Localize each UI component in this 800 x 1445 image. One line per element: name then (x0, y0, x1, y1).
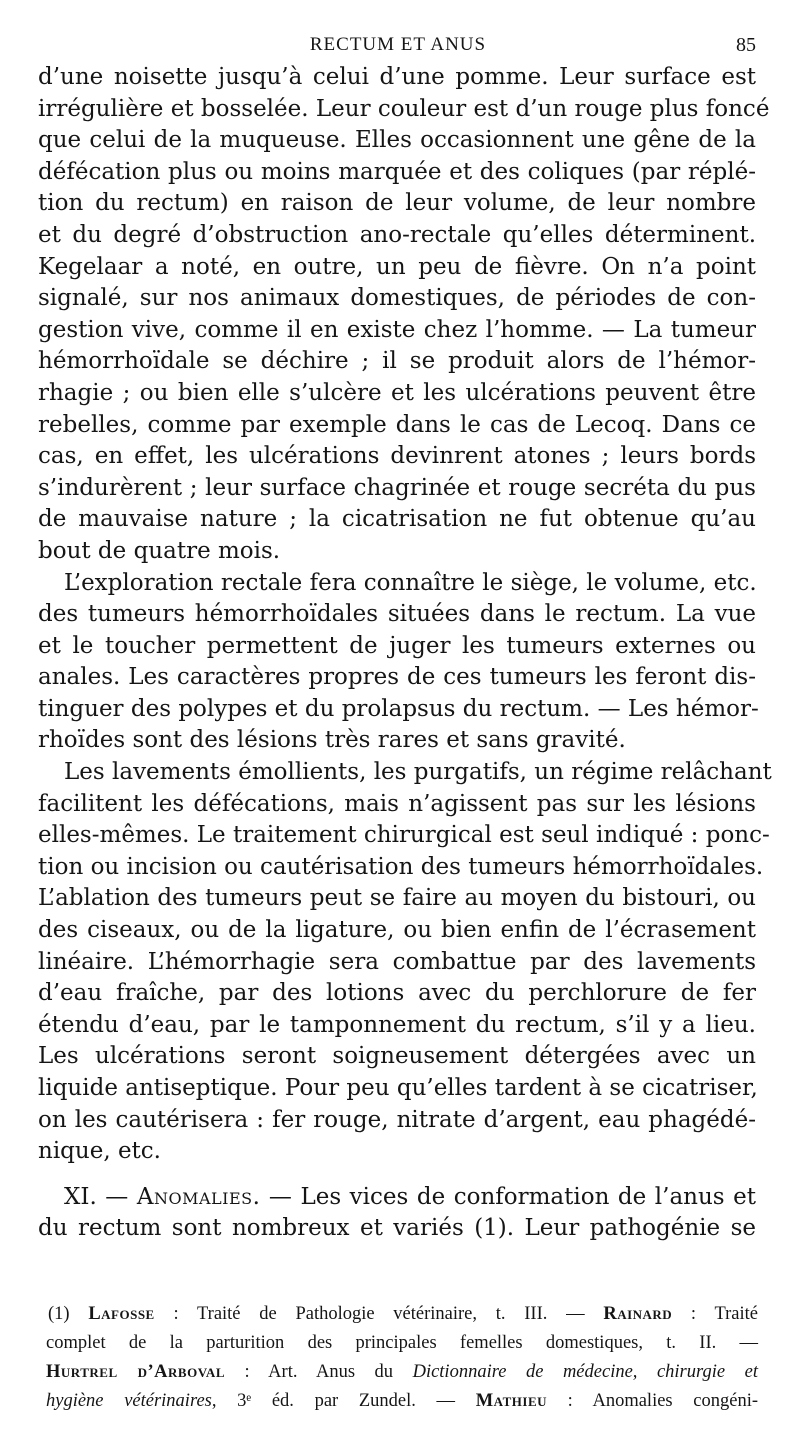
footnotes (46, 1300, 758, 1416)
text-line: d’une noisette jusqu’à celui d’une pomme. Leur surface est (38, 64, 756, 90)
work-title: hygiène vétérinaires (46, 1391, 212, 1411)
text-line: hémorrhoïdale se déchire ; il se produit alors de l’hémor- (38, 348, 756, 375)
text-line: linéaire. L’hémorrhagie sera combattue par des lavements (38, 948, 756, 975)
text-line: que celui de la muqueuse. Elles occasionnent une gêne de la (38, 127, 756, 154)
footnote-marker: (1) (48, 1304, 89, 1324)
section-text: — Les vices de conformation de l’anus et (260, 1183, 756, 1210)
text-line: des ciseaux, ou de la ligature, ou bien enfin de l’écrasement (38, 917, 756, 944)
text-line: du rectum sont nombreux et variés (1). Leur pathogénie se (38, 1215, 756, 1242)
text-line: défécation plus ou moins marquée et des coliques (par réplé- (38, 158, 756, 185)
text-line: L’exploration rectale fera connaître le siège, le volume, etc. (64, 569, 757, 596)
text-line: bout de quatre mois. (38, 537, 281, 564)
text-line: tinguer des polypes et du prolapsus du rectum. — Les hémor- (38, 695, 759, 722)
text-line: irrégulière et bosselée. Leur couleur est d’un rouge plus foncé (38, 95, 770, 122)
text-line: liquide antiseptique. Pour peu qu’elles tardent à se cicatriser, (38, 1075, 758, 1101)
text-line: rebelles, comme par exemple dans le cas de Lecoq. Dans ce (38, 411, 756, 438)
text-line: rhoïdes sont des lésions très rares et sans gravité. (38, 727, 626, 754)
work-title: Dictionnaire de médecine, chirurgie et (412, 1362, 758, 1382)
text-line: facilitent les défécations, mais n’agissent pas sur les lésions (38, 790, 756, 817)
footnote-text: : Anomalies congéni- (547, 1391, 759, 1411)
text-line: de mauvaise nature ; la cicatrisation ne fut obtenue qu’au (38, 506, 756, 533)
footnote-text: , 3ᵉ éd. par Zundel. — (211, 1391, 476, 1411)
text-line: anales. Les caractères propres de ces tumeurs les feront dis- (38, 664, 756, 691)
footnote-line (46, 1387, 758, 1416)
text-line: d’eau fraîche, par des lotions avec du perchlorure de fer (38, 980, 756, 1007)
author-name: Rainard (603, 1304, 673, 1324)
footnote-text: : Art. Anus du (225, 1362, 413, 1382)
text-line: étendu d’eau, par le tamponnement du rectum, s’il y a lieu. (38, 1011, 756, 1038)
text-line: et du degré d’obstruction ano-rectale qu’elles déterminent. (38, 221, 756, 248)
page-header (40, 34, 756, 60)
text-line: nique, etc. (38, 1138, 161, 1165)
footnote-line (46, 1300, 758, 1329)
text-line: cas, en effet, les ulcérations devinrent atones ; leurs bords (38, 443, 756, 470)
author-name: Hurtrel d’Arboval (46, 1362, 225, 1382)
section-number: XI. — (64, 1183, 137, 1210)
text-line: signalé, sur nos animaux domestiques, de périodes de con- (38, 285, 756, 312)
footnote-text: : Traité (672, 1304, 758, 1324)
text-line: Les lavements émollients, les purgatifs, un régime relâchant (64, 759, 772, 786)
author-name: Lafosse (88, 1304, 155, 1324)
text-line: des tumeurs hémorrhoïdales situées dans le rectum. La vue (38, 601, 756, 628)
text-line: on les cautérisera : fer rouge, nitrate d’argent, eau phagédé- (38, 1106, 756, 1133)
page-number: 85 (736, 34, 756, 56)
text-line: et le toucher permettent de juger les tumeurs externes ou (38, 632, 756, 659)
section-gap (38, 1168, 756, 1182)
section-title: Anomalies. (136, 1183, 261, 1210)
text-line: tion ou incision ou cautérisation des tumeurs hémorrhoïdales. (38, 853, 764, 880)
text-line: Kegelaar a noté, en outre, un peu de fièvre. On n’a point (38, 253, 756, 280)
text-line: s’indurèrent ; leur surface chagrinée et rouge secréta du pus (38, 474, 756, 501)
footnote-line (46, 1358, 758, 1387)
text-line: L’ablation des tumeurs peut se faire au moyen du bistouri, ou (38, 885, 756, 912)
text-line: rhagie ; ou bien elle s’ulcère et les ulcérations peuvent être (38, 379, 756, 406)
text-line: tion du rectum) en raison de leur volume, de leur nombre (38, 190, 756, 217)
text-line: gestion vive, comme il en existe chez l’homme. — La tumeur (38, 316, 756, 343)
body-text (38, 62, 772, 1245)
footnote-line: complet de la parturition des principales femelles domestiques, t. II. — (46, 1333, 758, 1353)
footnote-text: : Traité de Pathologie vétérinaire, t. III. — (154, 1304, 604, 1324)
text-line: Les ulcérations seront soigneusement détergées avec un (38, 1043, 756, 1070)
section-heading-line (38, 1182, 756, 1214)
author-name: Mathieu (475, 1391, 548, 1411)
running-head: RECTUM ET ANUS (309, 34, 487, 55)
text-line: elles-mêmes. Le traitement chirurgical est seul indiqué : ponc- (38, 822, 770, 849)
